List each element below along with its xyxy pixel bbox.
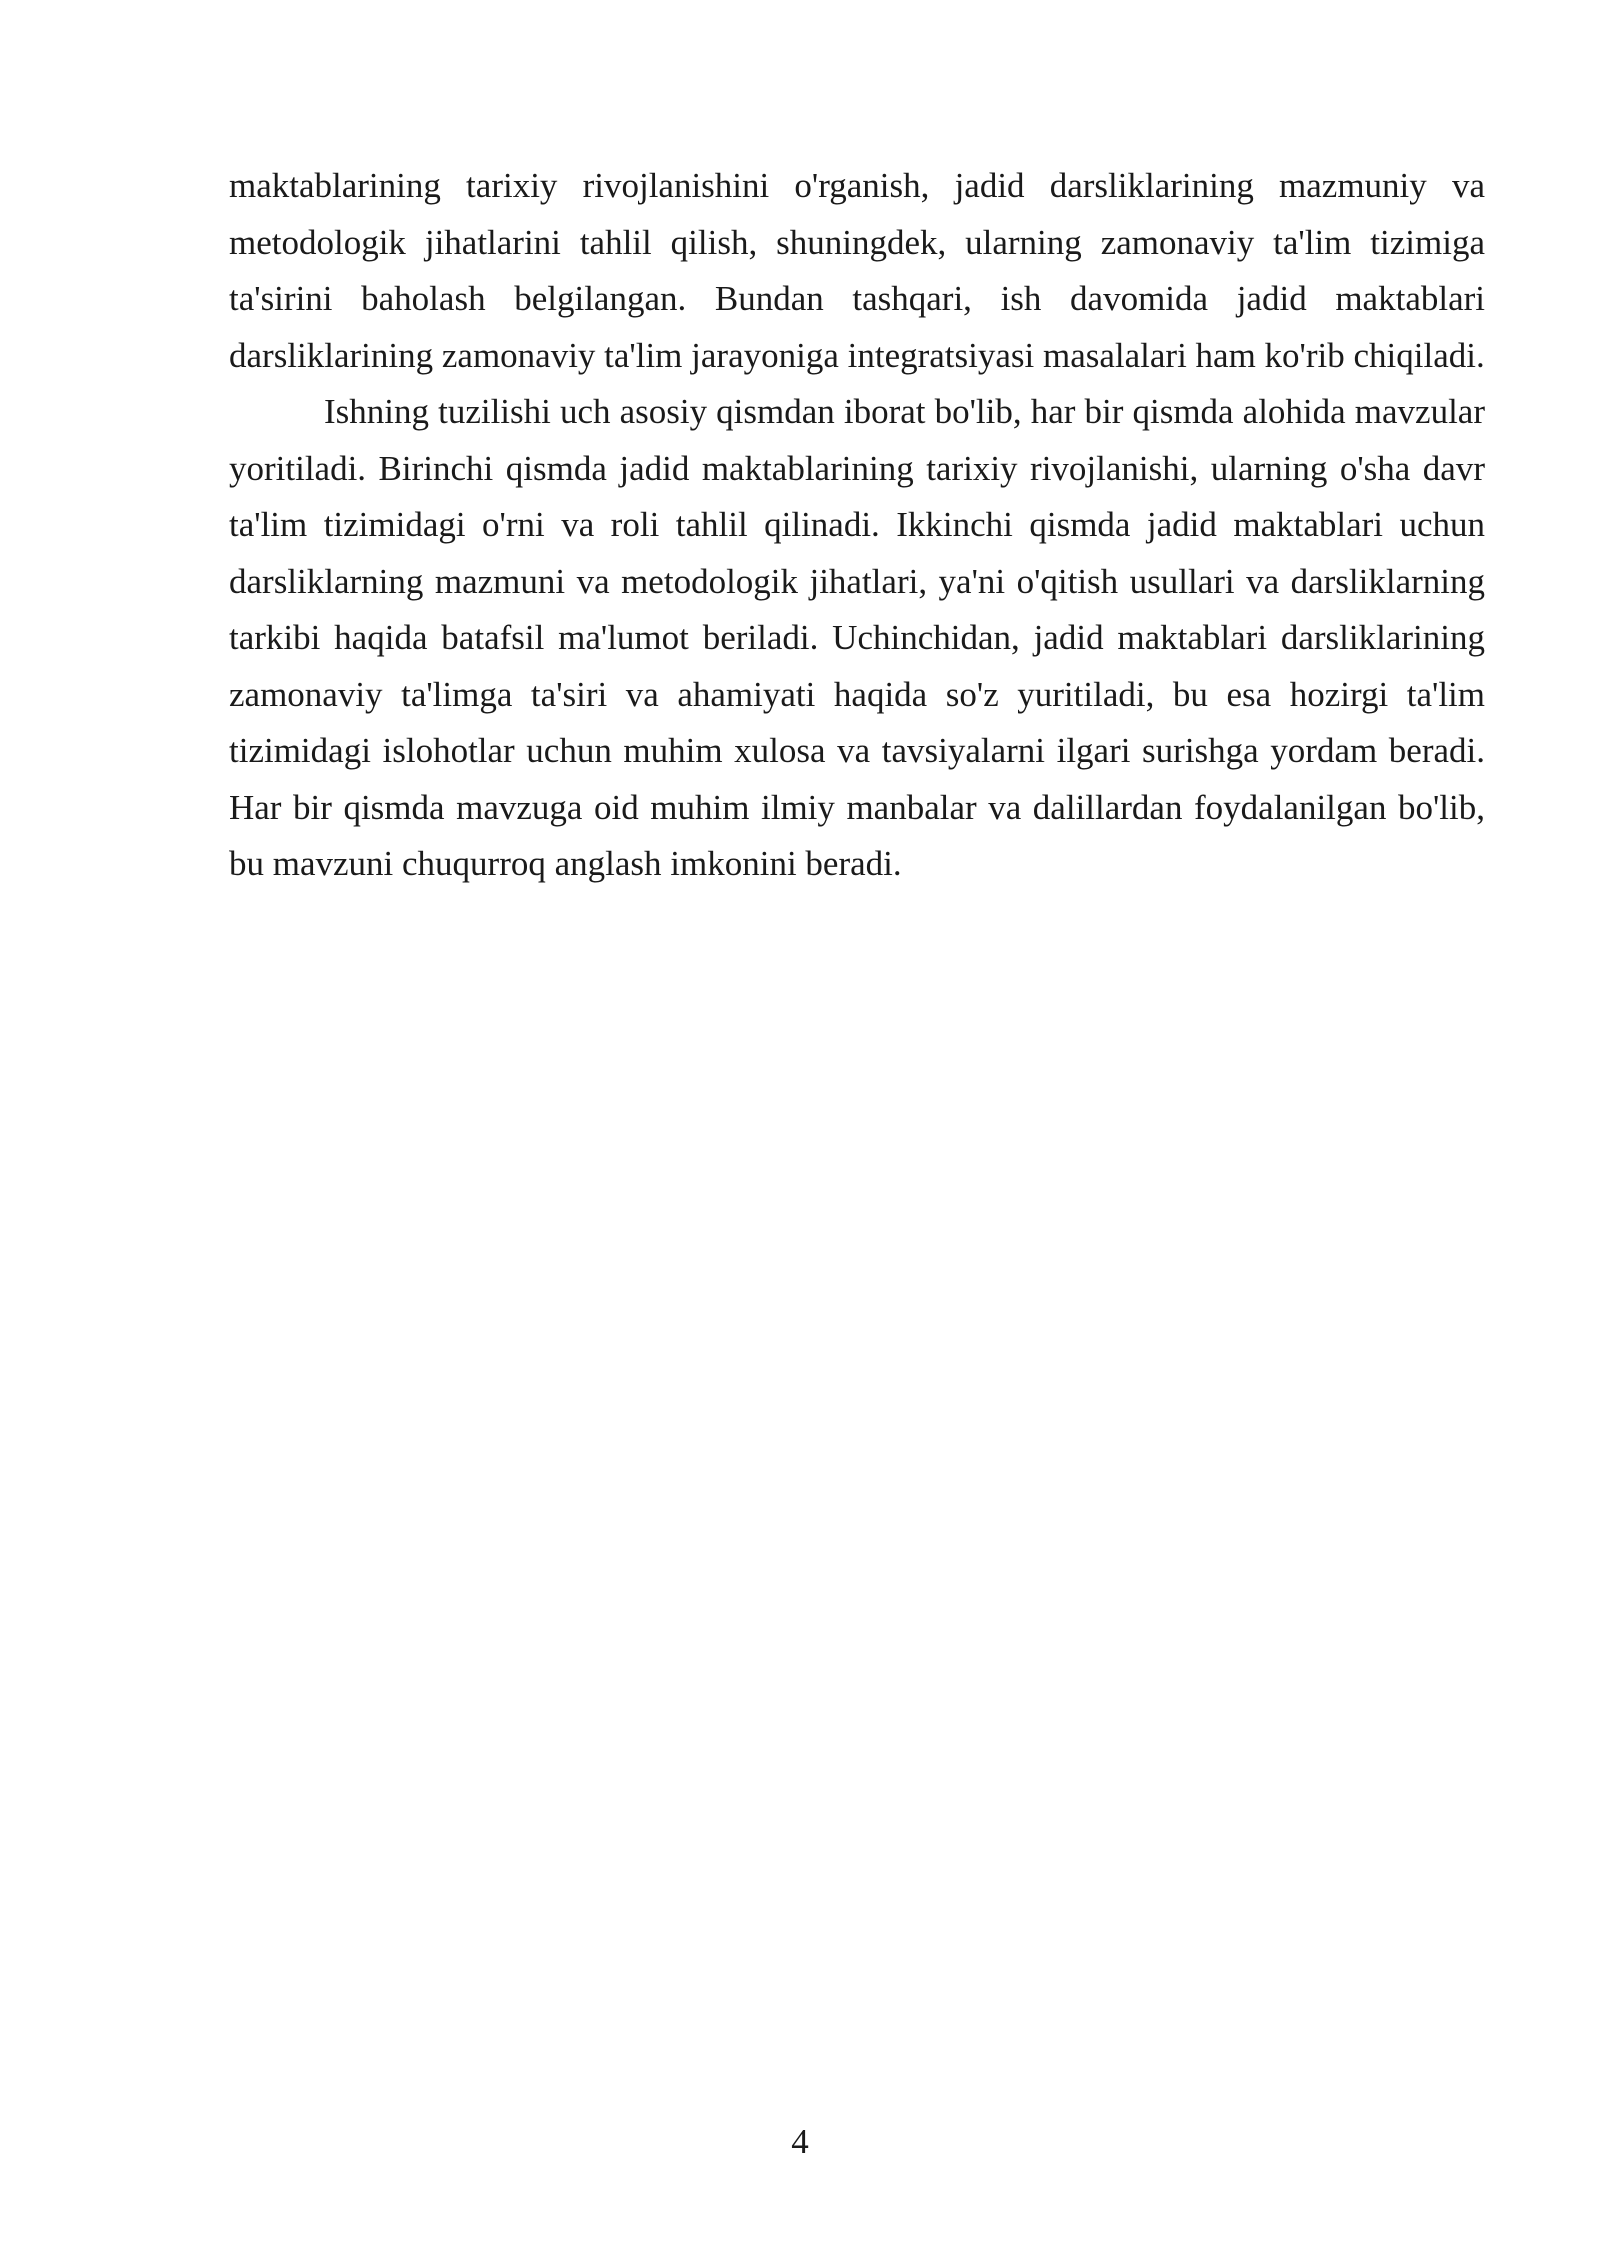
page-number: 4: [791, 2122, 809, 2161]
body-text: [229, 158, 1485, 893]
paragraph-continuation: maktablarining tarixiy rivojlanishini o'rganish, jadid darsliklarining mazmuniy va metodologik jihatlarini tahlil qilish, shuningdek, ularning zamonaviy ta'lim tizimiga ta'sirini baholash belgilangan. Bundan tashqari, ish davomida jadid maktablari darsliklarining zamonaviy ta'lim jarayoniga integratsiyasi masalalari ham ko'rib chiqiladi.: [229, 166, 1485, 375]
paragraph-structure: Ishning tuzilishi uch asosiy qismdan iborat bo'lib, har bir qismda alohida mavzular yoritiladi. Birinchi qismda jadid maktablarining tarixiy rivojlanishi, ularning o'sha davr ta'lim tizimidagi o'rni va roli tahlil qilinadi. Ikkinchi qismda jadid maktablari uchun darsliklarning mazmuni va metodologik jihatlari, ya'ni o'qitish usullari va darsliklarning tarkibi haqida batafsil ma'lumot beriladi. Uchinchidan, jadid maktablari darsliklarining zamonaviy ta'limga ta'siri va ahamiyati haqida so'z yuritiladi, bu esa hozirgi ta'lim tizimidagi islohotlar uchun muhim xulosa va tavsiyalarni ilgari surishga yordam beradi. Har bir qismda mavzuga oid muhim ilmiy manbalar va dalillardan foydalanilgan bo'lib, bu mavzuni chuqurroq anglash imkonini beradi.: [229, 392, 1485, 883]
